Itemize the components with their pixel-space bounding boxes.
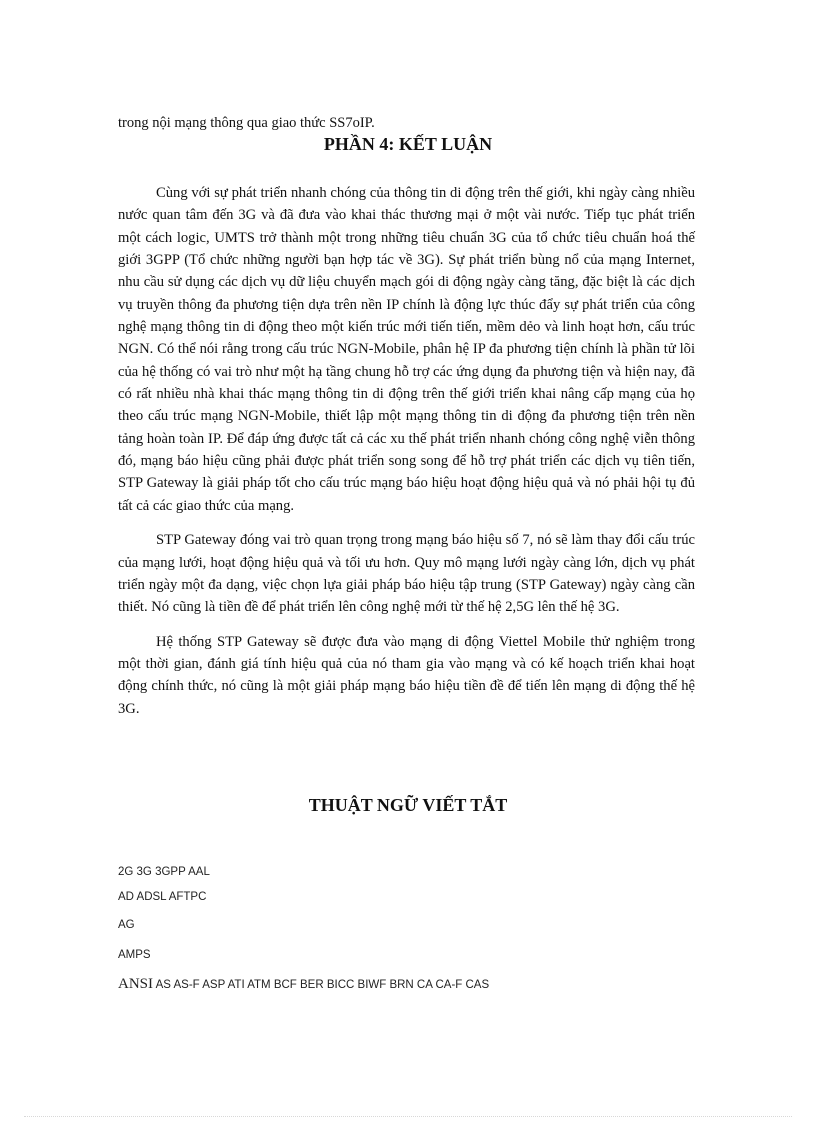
paragraph-3: Hệ thống STP Gateway sẽ được đưa vào mạng di động Viettel Mobile thử nghiệm trong một thời gian, đánh giá tính hiệu quả của nó tham gia vào mạng và có kế hoạch triển khai hoạt động chính thức, nó cũng là một giải pháp mạng báo hiệu tiền đề để tiến lên mạng di động thế hệ 3G.	[118, 633, 695, 717]
paragraph-2: STP Gateway đóng vai trò quan trọng trong mạng báo hiệu số 7, nó sẽ làm thay đổi cấu trúc của mạng lưới, hoạt động hiệu quả và tối ưu hơn. Quy mô mạng lưới ngày càng lớn, dịch vụ phát triển ngày một đa dạng, việc chọn lựa giải pháp báo hiệu tập trung (STP Gateway) ngày càng cần thiết. Nó cũng là tiền đề để phát triển lên công nghệ mới từ thế hệ 2,5G lên thế hệ 3G.	[118, 532, 695, 616]
abbreviation-line-2: AD ADSL AFTPC	[118, 891, 207, 903]
intro-line: trong nội mạng thông qua giao thức SS7oIP.	[118, 115, 375, 131]
abbreviation-lead: ANSI	[118, 976, 154, 992]
section-heading-abbreviations: THUẬT NGỮ VIẾT TẮT	[308, 795, 508, 815]
section-heading-conclusion: PHẦN 4: KẾT LUẬN	[323, 134, 493, 154]
paragraph-1: Cùng với sự phát triển nhanh chóng của thông tin di động trên thế giới, khi ngày càng nhiều nước quan tâm đến 3G và đã đưa vào khai thác thương mại ở một vài nước. Tiếp tục phát triển một cách logic, UMTS trở thành một trong những tiêu chuẩn 3G của tổ chức tiêu chuẩn hoá thế giới 3GPP (Tổ chức những người bạn hợp tác về 3G). Sự phát triển bùng nổ của mạng Internet, nhu cầu sử dụng các dịch vụ dữ liệu chuyển mạch gói di động ngày càng tăng, đặc biệt là các dịch vụ truyền thông đa phương tiện dựa trên nền IP chính là động lực thúc đẩy sự phát triển của công nghệ mạng thông tin di động theo một kiến trúc mới tiến tiến, mềm dẻo và linh hoạt hơn, cấu trúc NGN. Có thể nói rằng trong cấu trúc NGN-Mobile, phân hệ IP đa phương tiện chính là phần tử lõi của hệ thống có vai trò như một hạ tầng chung hỗ trợ các ứng dụng đa phương tiện và hiện nay, đã có rất nhiều nhà khai thác mạng thông tin di động trên thế giới triển khai nâng cấp mạng của họ theo cấu trúc mạng NGN-Mobile, thiết lập một mạng thông tin di động đa phương tiện trên nền tảng hoàn toàn IP. Để đáp ứng được tất cả các xu thế phát triển nhanh chóng công nghệ viễn thông đó, mạng báo hiệu cũng phải được phát triển song song để hỗ trợ phát triển các dịch vụ tiên tiến, STP Gateway là giải pháp tốt cho cấu trúc mạng báo hiệu hoạt động hiệu quả và nó phải hội tụ đủ tất cả các giao thức của mạng.	[118, 185, 695, 514]
abbreviation-line-4: AMPS	[118, 949, 151, 961]
conclusion-body	[118, 182, 695, 732]
abbreviation-line-5	[118, 976, 489, 993]
abbreviation-line-1: 2G 3G 3GPP AAL	[118, 866, 210, 878]
abbreviation-line-3: AG	[118, 919, 135, 931]
page-bottom-divider	[24, 1116, 792, 1117]
abbreviation-line-5-rest: AS AS-F ASP ATI ATM BCF BER BICC BIWF BRN CA CA-F CAS	[155, 979, 490, 991]
